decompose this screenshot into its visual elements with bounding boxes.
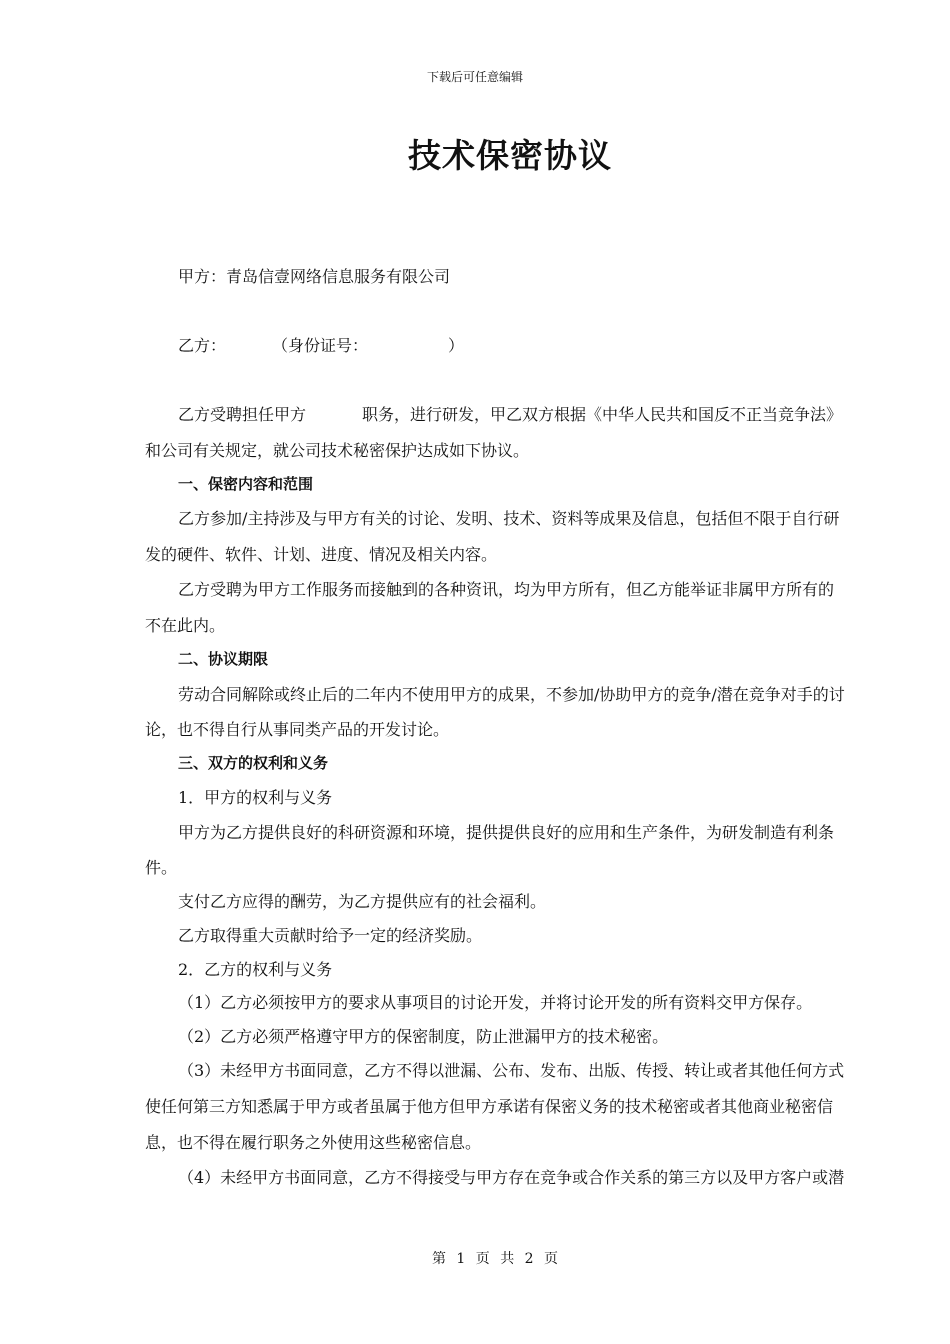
section-3-2-item-2: （2）乙方必须严格遵守甲方的保密制度，防止泄漏甲方的技术秘密。 <box>178 1027 669 1046</box>
page-header-note: 下载后可任意编辑 <box>426 70 523 84</box>
section-3-1-title: 1．甲方的权利与义务 <box>178 788 333 807</box>
party-b-id-close: ） <box>448 336 465 355</box>
party-a-line: 甲方：青岛信壹网络信息服务有限公司 <box>178 267 451 286</box>
section-1-para-2-line-2: 不在此内。 <box>145 616 226 635</box>
section-1-para-1-line-2: 发的硬件、软件、计划、进度、情况及相关内容。 <box>145 545 498 564</box>
party-b-line <box>178 333 464 356</box>
section-3-2-item-3-line-2: 使任何第三方知悉属于甲方或者虽属于他方但甲方承诺有保密义务的技术秘密或者其他商业秘密信 <box>145 1097 834 1116</box>
section-3-1-para-1-line-2: 件。 <box>145 858 178 877</box>
intro-line-1 <box>178 402 842 425</box>
section-3-2-item-4-line-1: （4）未经甲方书面同意，乙方不得接受与甲方存在竞争或合作关系的第三方以及甲方客户或潜 <box>178 1168 845 1187</box>
section-3-1-para-1-line-1: 甲方为乙方提供良好的科研资源和环境，提供提供良好的应用和生产条件，为研发制造有利条 <box>178 823 835 842</box>
intro-line-2: 和公司有关规定，就公司技术秘密保护达成如下协议。 <box>145 441 530 460</box>
intro-part-1: 乙方受聘担任甲方 <box>178 405 307 424</box>
page-number-footer: 第 1 页 共 2 页 <box>431 1251 559 1267</box>
section-2-para-1-line-1: 劳动合同解除或终止后的二年内不使用甲方的成果，不参加/协助甲方的竞争/潜在竞争对手的讨 <box>178 685 845 704</box>
section-1-para-1-line-1: 乙方参加/主持涉及与甲方有关的讨论、发明、技术、资料等成果及信息，包括但不限于自行研 <box>178 509 840 528</box>
section-3-2-title: 2．乙方的权利与义务 <box>178 960 333 979</box>
document-title: 技术保密协议 <box>408 136 612 175</box>
section-1-title: 一、保密内容和范围 <box>178 475 314 493</box>
party-b-id-label: （身份证号： <box>272 336 369 355</box>
section-3-2-item-3-line-1: （3）未经甲方书面同意，乙方不得以泄漏、公布、发布、出版、传授、转让或者其他任何方式 <box>178 1061 845 1080</box>
party-b-label: 乙方： <box>178 336 227 355</box>
section-3-1-para-2: 支付乙方应得的酬劳，为乙方提供应有的社会福利。 <box>178 892 547 911</box>
section-3-2-item-1: （1）乙方必须按甲方的要求从事项目的讨论开发，并将讨论开发的所有资料交甲方保存。 <box>178 993 813 1012</box>
section-2-title: 二、协议期限 <box>178 650 269 668</box>
intro-part-2: 职务，进行研发，甲乙双方根据《中华人民共和国反不正当竞争法》 <box>362 405 843 424</box>
section-3-2-item-3-line-3: 息，也不得在履行职务之外使用这些秘密信息。 <box>145 1133 482 1152</box>
section-3-title: 三、双方的权利和义务 <box>178 754 329 772</box>
section-1-para-2-line-1: 乙方受聘为甲方工作服务而接触到的各种资讯，均为甲方所有，但乙方能举证非属甲方所有的 <box>178 580 835 599</box>
section-3-1-para-3: 乙方取得重大贡献时给予一定的经济奖励。 <box>178 926 483 945</box>
section-2-para-1-line-2: 论，也不得自行从事同类产品的开发讨论。 <box>145 720 450 739</box>
